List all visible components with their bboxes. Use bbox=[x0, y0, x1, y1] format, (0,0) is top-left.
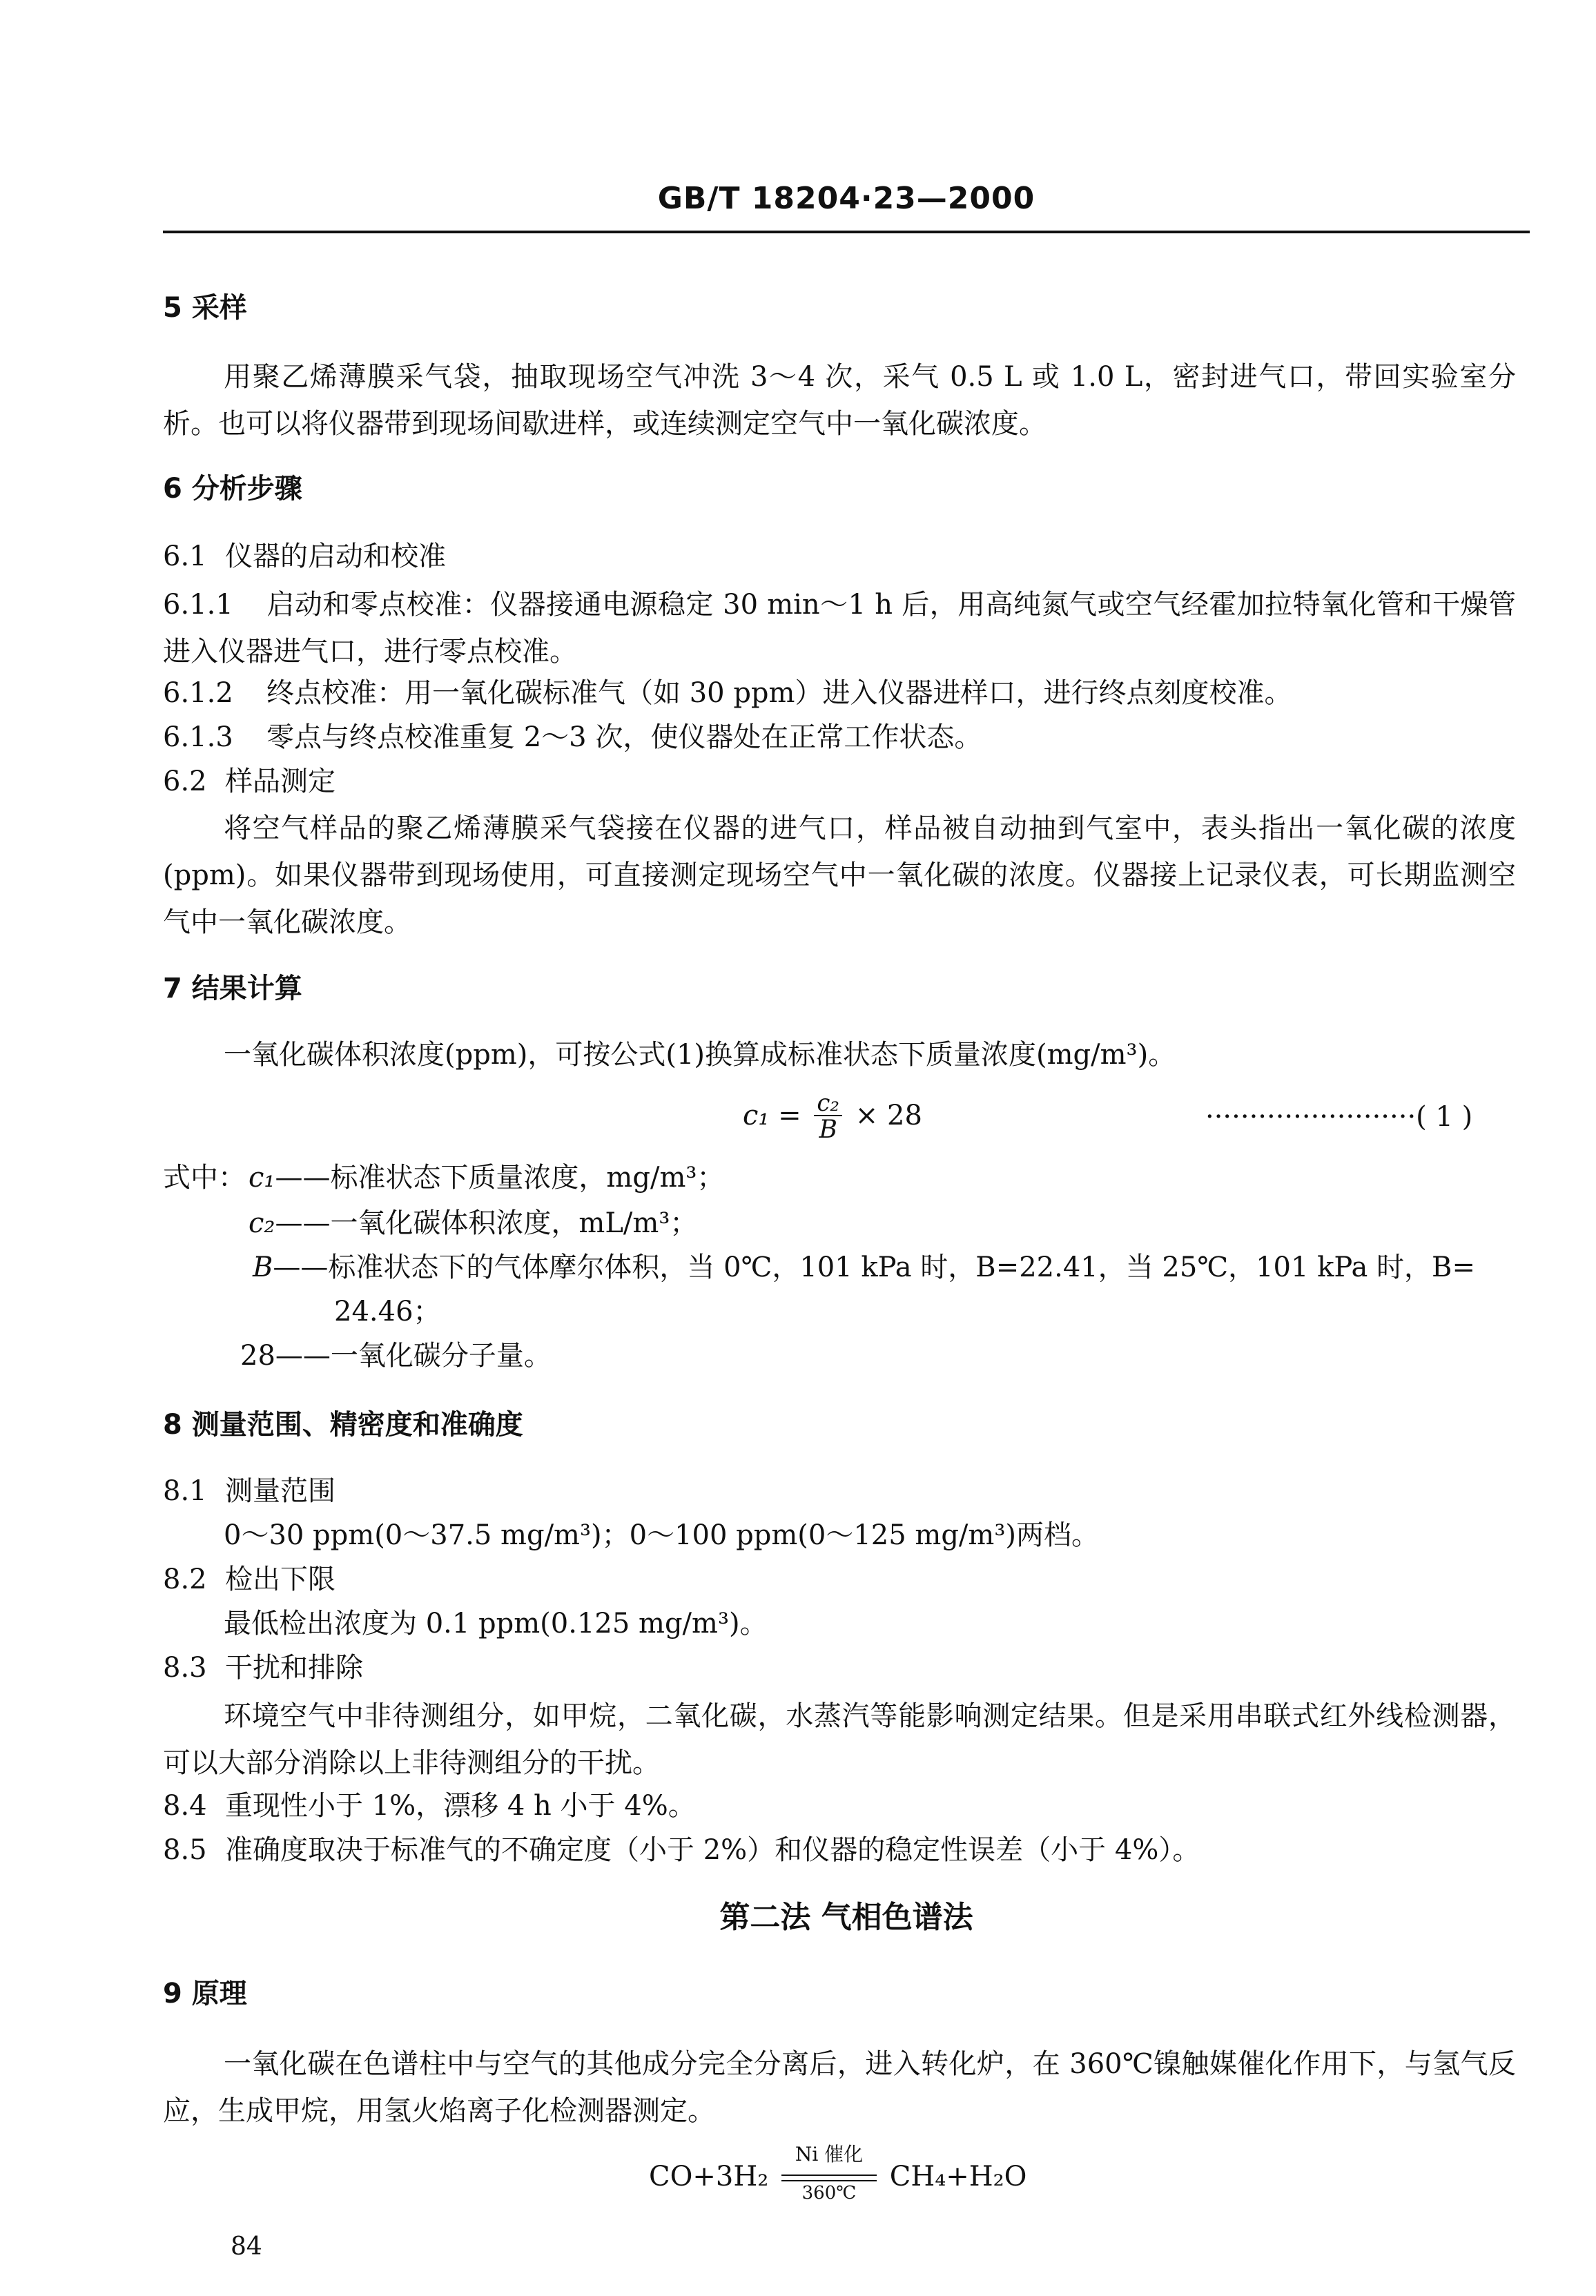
variable-c2-symbol: c₂ bbox=[249, 1207, 275, 1239]
variable-b-continued: 24.46； bbox=[334, 1296, 441, 1327]
formula-1 bbox=[743, 1087, 922, 1145]
reaction-catalyst: Ni 催化 bbox=[795, 2143, 864, 2166]
formula-1-number: ( 1 ) bbox=[1416, 1101, 1473, 1133]
section-7-intro: 一氧化碳体积浓度(ppm)，可按公式(1)换算成标准状态下质量浓度(mg/m³)。 bbox=[224, 1039, 1176, 1071]
section-6-1-2-text: 终点校准：用一氧化碳标准气（如 30 ppm）进入仪器进样口，进行终点刻度校准。 bbox=[266, 677, 1292, 709]
section-8-5-text: 准确度取决于标准气的不确定度（小于 2%）和仪器的稳定性误差（小于 4%）。 bbox=[225, 1834, 1200, 1866]
section-6-1-1-text: 启动和零点校准：仪器接通电源稳定 30 min～1 h 后，用高纯氮气或空气经霍加拉特氧化管和干燥管进入仪器进气口，进行零点校准。 bbox=[163, 589, 1516, 668]
section-8-2 bbox=[163, 1560, 335, 1599]
formula-1-fraction bbox=[814, 1091, 842, 1144]
variable-c2 bbox=[249, 1204, 697, 1243]
section-6-1-number: 6.1 bbox=[163, 541, 207, 572]
section-8-1-title: 测量范围 bbox=[225, 1475, 335, 1507]
section-8-3 bbox=[163, 1648, 363, 1687]
variable-c1-symbol: c₁ bbox=[249, 1162, 275, 1194]
standard-code-header: GB/T 18204·23—2000 bbox=[657, 181, 1035, 216]
reaction-rhs: CH₄+H₂O bbox=[889, 2161, 1027, 2192]
section-6-1-3-text: 零点与终点校准重复 2～3 次，使仪器处在正常工作状态。 bbox=[266, 721, 982, 753]
section-8-5-number: 8.5 bbox=[163, 1834, 207, 1866]
section-6-1-3 bbox=[163, 718, 982, 757]
section-8-heading: 8 测量范围、精密度和准确度 bbox=[163, 1409, 523, 1441]
variable-c1-description: ——标准状态下质量浓度，mg/m³； bbox=[275, 1162, 725, 1194]
section-5-paragraph: 用聚乙烯薄膜采气袋，抽取现场空气冲洗 3～4 次，采气 0.5 L 或 1.0 L，密封进气口，带回实验室分析。也可以将仪器带到现场间歇进样，或连续测定空气中一氧化碳浓度。 bbox=[163, 361, 1516, 440]
section-6-2-title: 样品测定 bbox=[225, 766, 335, 797]
formula-1-denominator: B bbox=[819, 1116, 837, 1144]
formula-1-label bbox=[1205, 1098, 1472, 1136]
variable-b bbox=[253, 1248, 1475, 1287]
reaction-arrow-line-bottom bbox=[781, 2180, 877, 2181]
reaction-lhs: CO+3H₂ bbox=[649, 2161, 769, 2192]
section-6-2-number: 6.2 bbox=[163, 766, 207, 797]
section-5-heading: 5 采样 bbox=[163, 292, 247, 324]
section-8-1-text: 0～30 ppm(0～37.5 mg/m³)；0～100 ppm(0～125 mg/m³)两档。 bbox=[224, 1519, 1099, 1551]
section-7-heading: 7 结果计算 bbox=[163, 973, 302, 1004]
variable-b-description: ——标准状态下的气体摩尔体积，当 0℃，101 kPa 时，B=22.41，当 25℃，101 kPa 时，B= bbox=[273, 1252, 1475, 1283]
variable-b-symbol: B bbox=[253, 1252, 273, 1283]
section-8-3-paragraph: 环境空气中非待测组分，如甲烷，二氧化碳，水蒸汽等能影响测定结果。但是采用串联式红外线检测器，可以大部分消除以上非待测组分的干扰。 bbox=[163, 1700, 1516, 1779]
reaction-temperature: 360℃ bbox=[801, 2183, 857, 2203]
section-9-paragraph: 一氧化碳在色谱柱中与空气的其他成分完全分离后，进入转化炉，在 360℃镍触媒催化作用下，与氢气反应，生成甲烷，用氢火焰离子化检测器测定。 bbox=[163, 2048, 1516, 2127]
reaction-arrow-line-top bbox=[781, 2175, 877, 2176]
variable-28 bbox=[240, 1336, 552, 1375]
section-6-2 bbox=[163, 762, 335, 801]
section-8-2-number: 8.2 bbox=[163, 1564, 207, 1595]
formula-1-rhs: × 28 bbox=[855, 1100, 922, 1131]
reaction-equation bbox=[649, 2143, 1027, 2203]
formula-1-numerator: c₂ bbox=[814, 1091, 842, 1116]
section-8-5 bbox=[163, 1831, 1200, 1869]
section-6-1 bbox=[163, 537, 446, 576]
section-6-1-2-number: 6.1.2 bbox=[163, 677, 233, 709]
method-2-title: 第二法 气相色谱法 bbox=[719, 1900, 973, 1935]
section-8-4-number: 8.4 bbox=[163, 1790, 207, 1822]
formula-1-lhs: c₁ = bbox=[743, 1100, 801, 1131]
section-8-1-number: 8.1 bbox=[163, 1475, 207, 1507]
variable-28-symbol: 28 bbox=[240, 1340, 275, 1372]
section-6-1-title: 仪器的启动和校准 bbox=[225, 541, 446, 572]
variable-c2-description: ——一氧化碳体积浓度，mL/m³； bbox=[275, 1207, 698, 1239]
section-8-2-title: 检出下限 bbox=[225, 1564, 335, 1595]
page-number: 84 bbox=[231, 2232, 262, 2261]
variable-c1 bbox=[249, 1158, 724, 1197]
section-8-3-title: 干扰和排除 bbox=[225, 1652, 363, 1684]
section-6-1-2 bbox=[163, 674, 1292, 712]
section-6-1-1-number: 6.1.1 bbox=[163, 589, 233, 621]
section-6-2-paragraph: 将空气样品的聚乙烯薄膜采气袋接在仪器的进气口，样品被自动抽到气室中，表头指出一氧化碳的浓度(ppm)。如果仪器带到现场使用，可直接测定现场空气中一氧化碳的浓度。仪器接上记录仪表，可长期监测空气中一氧化碳浓度。 bbox=[163, 813, 1516, 938]
section-6-1-1 bbox=[163, 581, 1516, 675]
where-label: 式中： bbox=[163, 1162, 246, 1194]
formula-1-dots: ························ bbox=[1205, 1101, 1417, 1133]
section-8-3-number: 8.3 bbox=[163, 1652, 207, 1684]
section-8-4 bbox=[163, 1787, 696, 1825]
section-6-heading: 6 分析步骤 bbox=[163, 473, 302, 505]
variable-28-description: ——一氧化碳分子量。 bbox=[275, 1340, 552, 1372]
section-6-1-3-number: 6.1.3 bbox=[163, 721, 233, 753]
reaction-arrow bbox=[777, 2143, 881, 2203]
section-8-2-text: 最低检出浓度为 0.1 ppm(0.125 mg/m³)。 bbox=[224, 1608, 768, 1640]
section-8-1 bbox=[163, 1472, 335, 1510]
section-8-4-text: 重现性小于 1%，漂移 4 h 小于 4%。 bbox=[225, 1790, 696, 1822]
section-9-heading: 9 原理 bbox=[163, 1978, 247, 2010]
header-rule bbox=[163, 231, 1530, 233]
